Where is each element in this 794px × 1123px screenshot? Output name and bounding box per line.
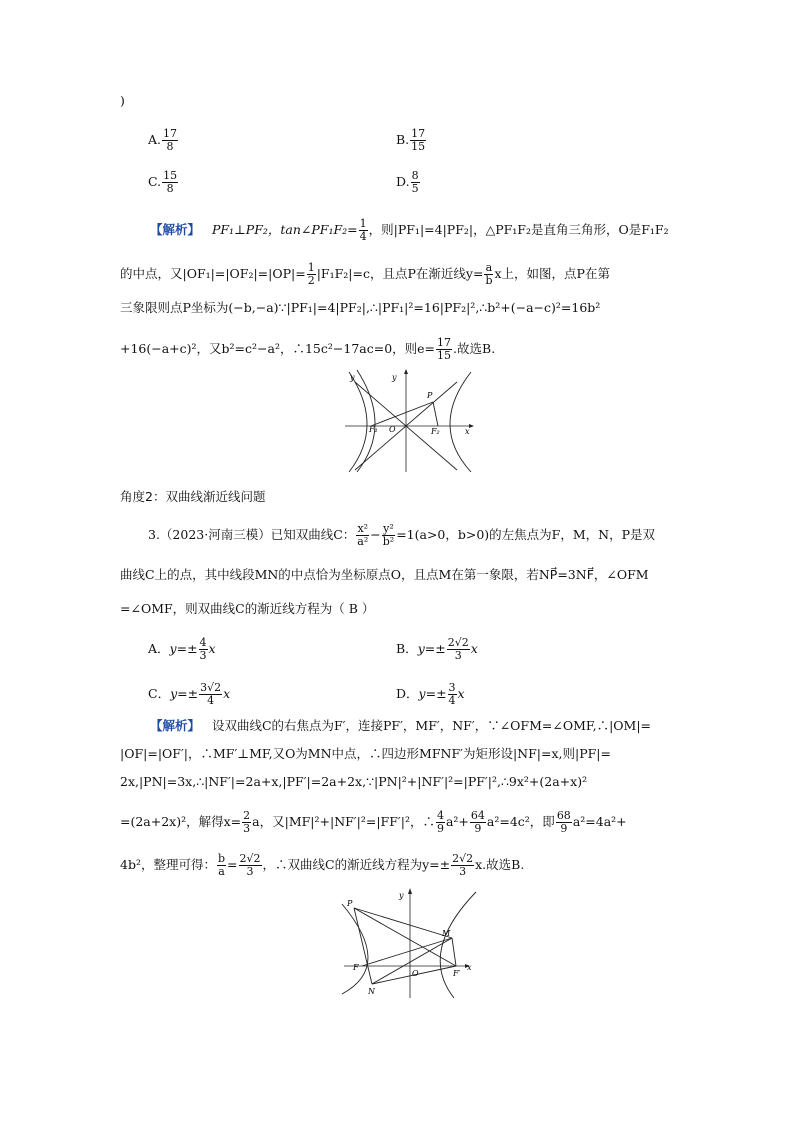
option-a-label: A. xyxy=(148,132,162,147)
question-3-line-1: 3.（2023·河南三模）已知双曲线C： $\frac{\text{x²}}{\text{a²}}$ − $\frac{\text{y²}}{\text{b²}}$ =1(a>0，b>0)的左焦点为F，M，N，P是双 xyxy=(148,522,655,548)
segment-pn xyxy=(354,908,372,984)
option-d-den: 5 xyxy=(411,182,419,195)
option-c xyxy=(148,170,179,195)
fig1-label-o: O xyxy=(389,425,396,434)
segment-fm xyxy=(362,938,452,966)
hyperbola-left-branch-2 xyxy=(357,370,375,472)
fig1-label-y: y xyxy=(350,373,355,382)
fig1-label-p: P xyxy=(427,391,433,400)
fig2-label-n: N xyxy=(368,987,375,996)
q3-option-c: C．y=± $\frac{3√2}{4}$ x xyxy=(148,681,231,707)
q3-option-a: A．y=± $\frac{4}{3}$ x xyxy=(148,636,216,662)
fig2-label-m: M xyxy=(442,929,451,938)
section-heading: 角度2：双曲线渐近线问题 xyxy=(120,489,266,504)
fig2-label-x: x xyxy=(467,963,472,972)
solution-3-line-3: 2x,|PN|=3x,∴|NF′|=2a+x,|PF′|=2a+2x,∵|PN|²+|NF′|²=|PF′|²,∴9x²+(2a+x)² xyxy=(120,774,588,789)
option-b-label: B. xyxy=(396,132,410,147)
q3-option-d: D．y=± $\frac{3}{4}$ x xyxy=(396,681,465,707)
option-b-den: 15 xyxy=(411,140,426,153)
solution-3-line-1: 【解析】 设双曲线C的右焦点为F′，连接PF′，MF′，NF′，∵∠OFM=∠OMF,∴|OM|= xyxy=(150,718,652,733)
option-a-den: 8 xyxy=(166,140,174,153)
option-c-label: C. xyxy=(148,174,162,189)
option-c-num: 15 xyxy=(163,169,178,182)
solution-3-line-4: =(2a+2x)²，解得x= $\frac{2}{3}$ a，又|MF|²+|NF′|²=|FF′|²，∴ $\frac{4}{9}$ a²+ $\frac{64}{9}$ a²=4c²，即 $\frac{68}{9}$ a²=4a²+ xyxy=(120,809,627,835)
option-b xyxy=(396,128,427,153)
segment-pf2 xyxy=(433,402,438,426)
hyperbola-figure-2 xyxy=(336,886,484,998)
x-axis-arrow xyxy=(469,424,474,428)
segment-pm xyxy=(354,908,452,938)
question-3-line-3: =∠OMF，则双曲线C的渐近线方程为（ B ） xyxy=(120,601,375,616)
option-d-num: 8 xyxy=(411,169,419,182)
solution-1-line-3: 三象限则点P坐标为(−b,−a)∵|PF₁|=4|PF₂|,∴|PF₁|²=16|PF₂|²,∴b²+(−a−c)²=16b² xyxy=(120,300,601,315)
hyperbola-left-branch-1 xyxy=(349,372,367,472)
solution-3-tag: 【解析】 xyxy=(150,718,201,733)
solution-3-line-5: 4b²，整理可得： $\frac{b}{a}$ = $\frac{2√2}{3}$ ，∴双曲线C的渐近线方程为y=± $\frac{2√2}{3}$ x.故选B. xyxy=(120,852,525,878)
option-a-num: 17 xyxy=(163,127,178,140)
solution-tag: 【解析】 xyxy=(150,222,201,237)
solution-1-line-1: 【解析】 PF₁⊥PF₂，tan∠PF₁F₂= $\frac{1}{4}$ ，则|PF₁|=4|PF₂|，△PF₁F₂是直角三角形，O是F₁F₂ xyxy=(150,217,669,243)
question-3-line-2: 曲线C上的点，其中线段MN的中点恰为坐标原点O，且点M在第一象限，若NP⃗=3NF⃗，∠OFM xyxy=(120,567,649,582)
hyperbola-right-branch-2 xyxy=(440,892,476,998)
option-b-num: 17 xyxy=(411,127,426,140)
solution-1-line-2: 的中点，又|OF₁|=|OF₂|=|OP|= $\frac{1}{2}$ |F₁F₂|=c，且点P在渐近线y= $\frac{a}{b}$ x上，如图，点P在第 xyxy=(120,261,610,287)
option-a xyxy=(148,128,179,153)
fig2-label-o: O xyxy=(412,969,419,978)
fig2-label-f: F xyxy=(353,963,359,972)
fig1-label-y-axis: y xyxy=(392,373,397,382)
y-axis-arrow xyxy=(404,369,408,374)
fig1-label-x: x xyxy=(465,427,470,436)
fig2-label-p: P xyxy=(347,899,353,908)
option-d xyxy=(396,170,421,195)
question-paren-close: ) xyxy=(120,93,125,108)
option-c-den: 8 xyxy=(166,182,174,195)
fig2-label-y: y xyxy=(399,891,404,900)
option-d-label: D. xyxy=(396,174,410,189)
fig1-label-f1: F₁ xyxy=(369,425,378,434)
fig2-label-fprime: F′ xyxy=(453,969,461,978)
hyperbola-right-branch xyxy=(450,372,471,472)
segment-pfp xyxy=(354,908,456,966)
solution-3-line-2: |OF|=|OF′|，∴MF′⊥MF,又O为MN中点，∴四边形MFNF′为矩形设|NF|=x,则|PF|= xyxy=(120,746,611,761)
fig1-label-f2: F₂ xyxy=(431,427,440,436)
hyperbola-figure-1 xyxy=(345,368,475,472)
y-axis-arrow-2 xyxy=(408,888,412,894)
segment-mfp xyxy=(452,938,456,966)
q3-option-b: B．y=± $\frac{2√2}{3}$ x xyxy=(396,636,478,662)
solution-1-line-4: +16(−a+c)²，又b²=c²−a²，∴15c²−17ac=0，则e= $\frac{17}{15}$ .故选B. xyxy=(120,336,496,362)
